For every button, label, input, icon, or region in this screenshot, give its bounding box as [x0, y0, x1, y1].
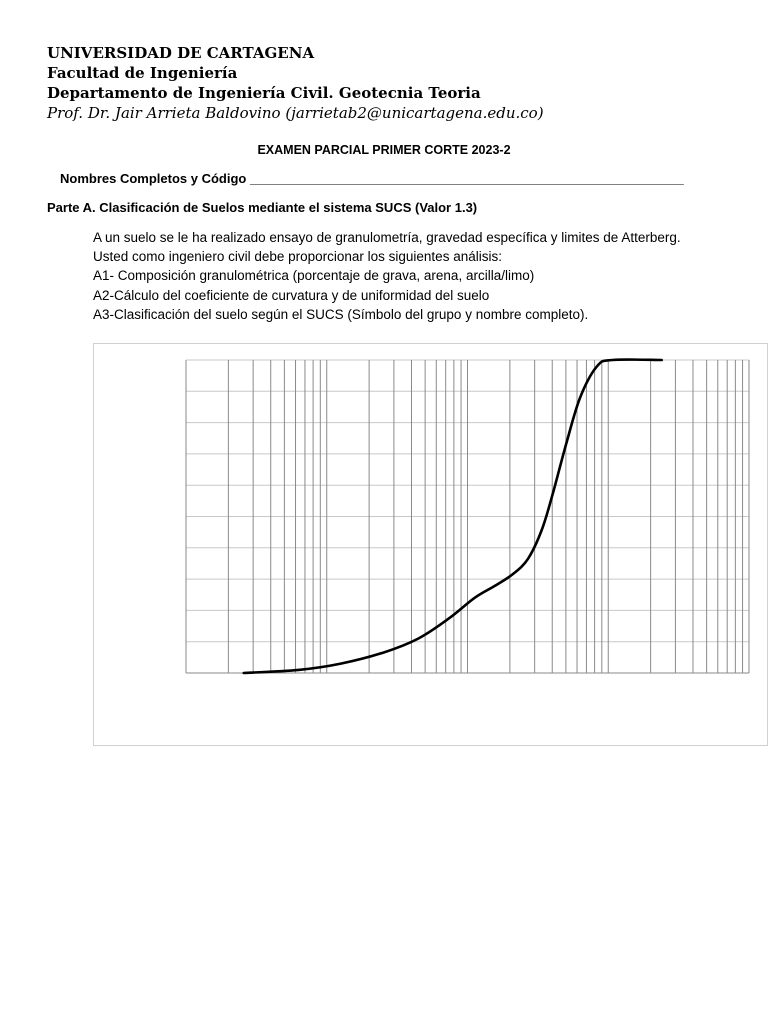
exam-title: EXAMEN PARCIAL PRIMER CORTE 2023-2: [257, 143, 511, 157]
grain-size-chart-frame: [93, 343, 768, 746]
part-a-title: Parte A. Clasificación de Suelos mediante el sistema SUCS (Valor 1.3): [47, 200, 478, 215]
faculty-name: Facultad de Ingeniería: [47, 64, 238, 82]
question-a3: A3-Clasificación del suelo según el SUCS (Símbolo del grupo y nombre completo).: [93, 307, 589, 322]
professor-line: Prof. Dr. Jair Arrieta Baldovino (jarrietab2@unicartagena.edu.co): [47, 104, 544, 122]
names-and-code-field: Nombres Completos y Código ____________________________________________________________: [60, 171, 684, 186]
grain-size-chart: [94, 344, 768, 747]
part-a-instruction-line: Usted como ingeniero civil debe proporcionar los siguientes análisis:: [93, 249, 502, 264]
university-name: UNIVERSIDAD DE CARTAGENA: [47, 44, 315, 62]
question-a1: A1- Composición granulométrica (porcentaje de grava, arena, arcilla/limo): [93, 268, 535, 283]
part-a-intro-line: A un suelo se le ha realizado ensayo de granulometría, gravedad específica y limites de Atterberg.: [93, 230, 681, 245]
department-name: Departamento de Ingeniería Civil. Geotecnia Teoria: [47, 84, 481, 102]
question-a2: A2-Cálculo del coeficiente de curvatura y de uniformidad del suelo: [93, 288, 490, 303]
